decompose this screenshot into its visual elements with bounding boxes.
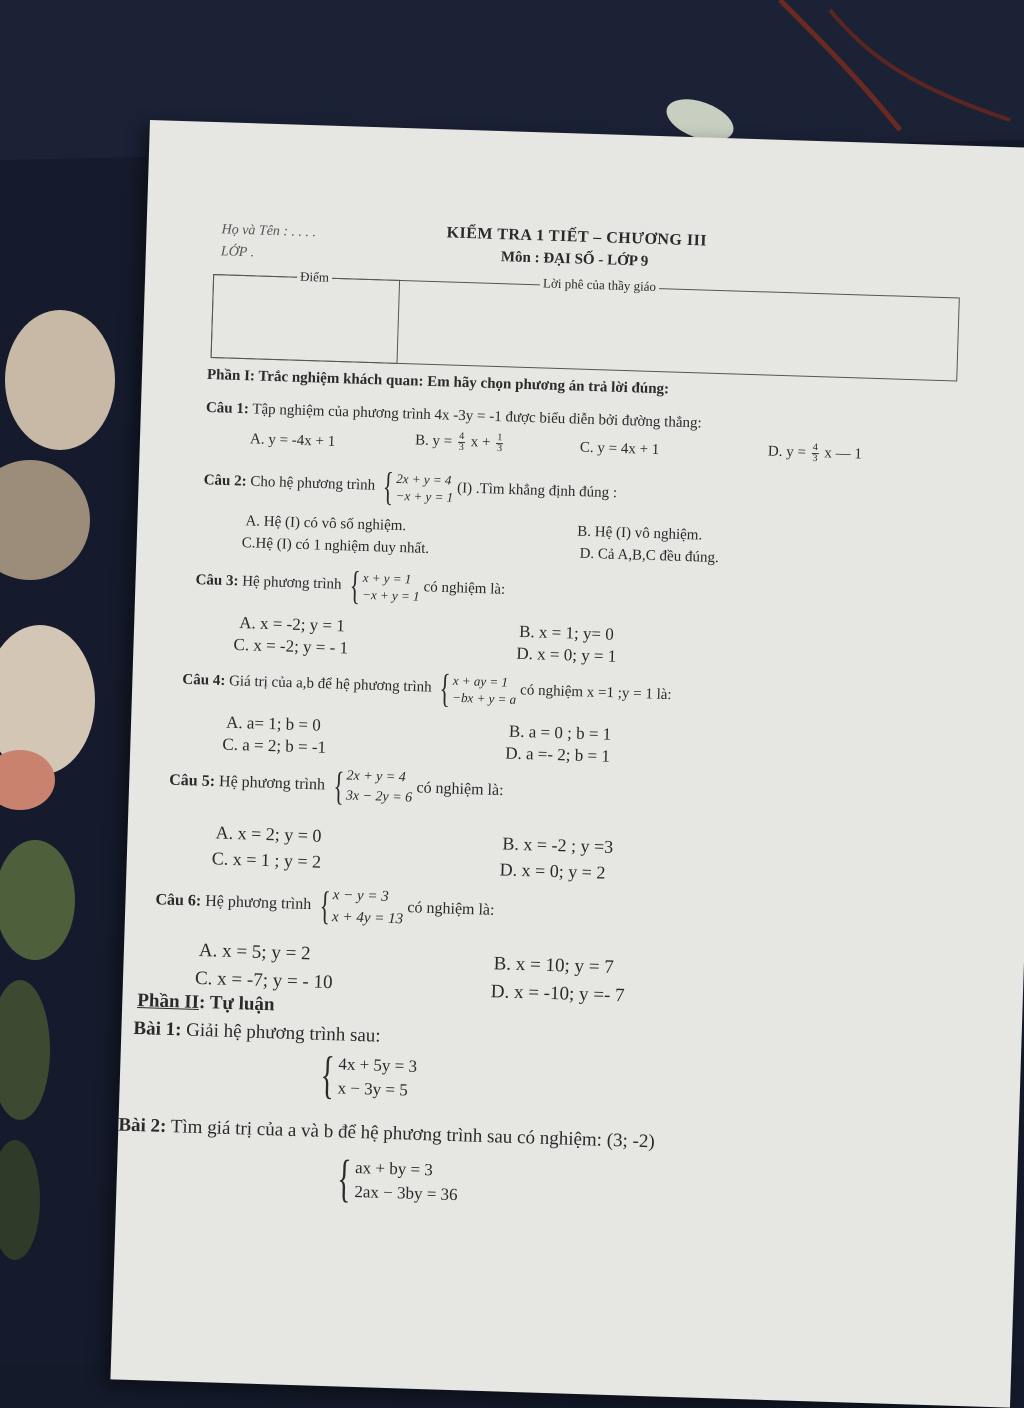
q4-option-c: C. a = 2; b = -1 — [222, 734, 327, 757]
q1-b-fraction-2: $\frac{1}{3}$ — [496, 432, 503, 455]
q4-system: { x + ay = 1 −bx + y = a — [439, 665, 517, 711]
q3-option-d: D. x = 0; y = 1 — [516, 643, 617, 666]
q6-label: Câu 6: — [155, 891, 202, 910]
q1-option-b — [415, 430, 506, 454]
q4-option-b: B. a = 0 ; b = 1 — [508, 721, 612, 744]
q4-text-post: có nghiệm x =1 ;y = 1 là: — [519, 682, 672, 704]
bai2-eq1: ax + by = 3 — [354, 1157, 434, 1180]
bai1-eq2: x − 3y = 5 — [337, 1078, 409, 1100]
q2-text-pre: Cho hệ phương trình — [250, 473, 376, 494]
q6-option-a: A. x = 5; y = 2 — [198, 939, 311, 965]
q6-option-c: C. x = -7; y = - 10 — [194, 967, 333, 994]
q6-text-pre: Hệ phương trình — [205, 892, 312, 914]
q1-b-fraction-1: $\frac{4}{3}$ — [458, 430, 465, 454]
q2-option-d: D. Cả A,B,C đều đúng. — [579, 545, 719, 567]
q3-option-c: C. x = -2; y = - 1 — [233, 634, 349, 658]
score-box — [211, 274, 401, 364]
q5-system: { 2x + y = 4 3x − 2y = 6 — [332, 763, 413, 809]
q4-text-pre: Giá trị của a,b để hệ phương trình — [228, 673, 432, 696]
q1-question — [206, 400, 702, 433]
bai1-system: { 4x + 5y = 3 x − 3y = 5 — [319, 1046, 418, 1105]
q4-question — [182, 661, 672, 714]
q1-option-c: C. y = 4x + 1 — [579, 439, 660, 459]
q5-option-b: B. x = -2 ; y =3 — [502, 833, 614, 857]
q2-system: { 2x + y = 4 −x + y = 1 — [382, 463, 454, 509]
q3-label: Câu 3: — [195, 572, 239, 590]
name-label: Họ và Tên : . . . . — [221, 222, 317, 241]
exam-paper — [110, 120, 1024, 1408]
q5-option-c: C. x = 1 ; y = 2 — [211, 848, 322, 872]
score-label: Điểm — [297, 269, 332, 286]
q5-option-a: A. x = 2; y = 0 — [215, 822, 322, 846]
bai1-text: Giải hệ phương trình sau: — [185, 1019, 381, 1047]
q1-b-prefix: B. y = — [414, 432, 453, 450]
exam-subject: Môn : ĐẠI SỐ - LỚP 9 — [500, 249, 649, 270]
q1-b-middle: x + — [470, 434, 491, 451]
q1-d-prefix: D. y = — [767, 443, 807, 461]
bai2-system: { ax + by = 3 2ax − 3by = 36 — [336, 1150, 458, 1208]
q1-text: Tập nghiệm của phương trình 4x -3y = -1 được biểu diễn bởi đường thẳng: — [252, 401, 702, 432]
part2-title-main: Phần II — [137, 990, 200, 1013]
q1-option-a: A. y = -4x + 1 — [249, 431, 336, 450]
q6-option-d: D. x = -10; y =- 7 — [490, 981, 625, 1007]
q6-option-b: B. x = 10; y = 7 — [493, 953, 615, 978]
bai1-question — [133, 1018, 381, 1048]
bai2-eq2: 2ax − 3by = 36 — [354, 1181, 458, 1205]
q3-system: { x + y = 1 −x + y = 1 — [348, 562, 420, 608]
part2-title-rest: : Tự luận — [198, 991, 275, 1016]
class-label: LỚP . — [220, 244, 255, 261]
q3-option-a: A. x = -2; y = 1 — [238, 613, 346, 636]
q3-question — [195, 562, 506, 610]
bai2-text: Tìm giá trị của a và b để hệ phương trình sau có nghiệm: (3; -2) — [170, 1116, 656, 1153]
q4-option-a: A. a= 1; b = 0 — [225, 712, 322, 735]
bai1-eq1: 4x + 5y = 3 — [338, 1054, 418, 1076]
q5-option-d: D. x = 0; y = 2 — [499, 859, 606, 883]
q5-text-post: có nghiệm là: — [416, 779, 504, 800]
q2-text-post: (I) .Tìm khẳng định đúng : — [456, 480, 618, 502]
q2-option-b: B. Hệ (I) vô nghiệm. — [577, 523, 703, 544]
q2-question — [203, 462, 618, 513]
q5-label: Câu 5: — [169, 771, 216, 791]
q6-system: { x − y = 3 x + 4y = 13 — [318, 882, 404, 929]
q6-text-post: có nghiệm là: — [407, 899, 495, 919]
q3-option-b: B. x = 1; y= 0 — [518, 621, 615, 644]
q3-text-post: có nghiệm là: — [423, 579, 506, 598]
q1-option-d — [768, 442, 863, 466]
q2-option-a: A. Hệ (I) có vô số nghiệm. — [245, 513, 407, 535]
q1-label: Câu 1: — [205, 399, 250, 418]
q6-question — [155, 879, 495, 934]
part2-title — [137, 990, 275, 1016]
bai1-label: Bài 1: — [133, 1017, 182, 1041]
bai2-label: Bài 2: — [118, 1114, 167, 1138]
q2-label: Câu 2: — [203, 472, 247, 490]
q1-d-suffix: x — 1 — [824, 445, 863, 463]
q3-text-pre: Hệ phương trình — [241, 573, 342, 593]
exam-title: KIỂM TRA 1 TIẾT – CHƯƠNG III — [446, 224, 708, 250]
bai2-question — [118, 1115, 655, 1154]
q4-label: Câu 4: — [182, 671, 226, 690]
q5-question — [169, 761, 505, 811]
q2-option-c: C.Hệ (I) có 1 nghiệm duy nhất. — [241, 535, 430, 557]
comment-label: Lời phê của thầy giáo — [540, 275, 659, 295]
q1-d-fraction: $\frac{4}{3}$ — [812, 441, 819, 465]
q4-option-d: D. a =- 2; b = 1 — [504, 743, 611, 766]
q5-text-pre: Hệ phương trình — [218, 773, 326, 794]
part1-title: Phần I: Trắc nghiệm khách quan: Em hãy chọn phương án trả lời đúng: — [206, 366, 670, 398]
